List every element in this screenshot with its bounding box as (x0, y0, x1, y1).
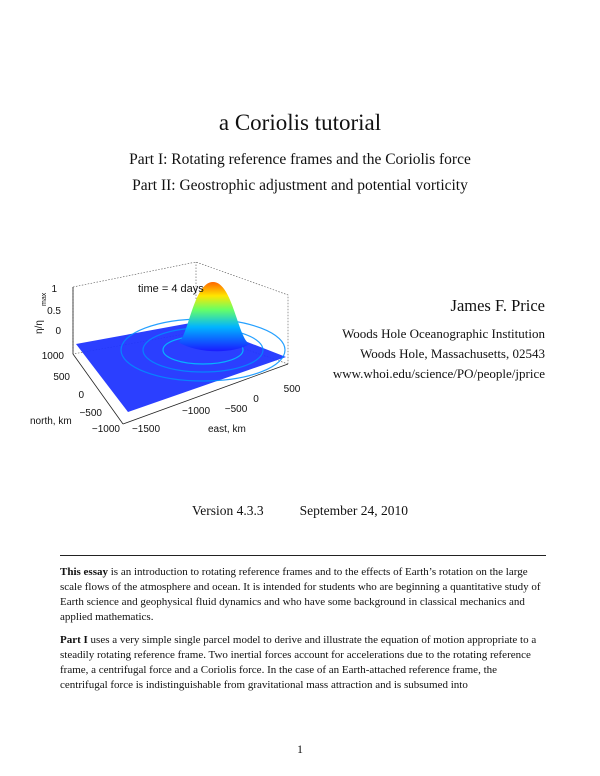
x-tick-label: 0 (253, 394, 259, 405)
y-tick-label: 500 (53, 372, 70, 383)
abstract-section (60, 565, 546, 701)
abstract-text: is an introduction to rotating reference frames and to the effects of Earth’s rotation on the large scale flows of the atmosphere and ocean. It is intended for students who are beginning a quantitative study of Earth science and geophysical fluid dynamics and who have some background in classical mechanics and applied mathematics. (60, 566, 541, 623)
version-date: September 24, 2010 (299, 503, 408, 518)
abstract-lead: Part I (60, 634, 88, 646)
page-number: 1 (297, 742, 303, 756)
z-axis-label: η/η (34, 320, 45, 334)
document-title: a Coriolis tutorial (218, 110, 382, 135)
affiliation-url[interactable]: www.whoi.edu/science/PO/people/jprice (332, 366, 545, 381)
z-axis-label-sub: max (41, 292, 48, 306)
y-tick-label: 0 (78, 390, 84, 401)
y-tick-label: 1000 (41, 351, 64, 362)
version-label: Version 4.3.3 (192, 503, 264, 518)
x-tick-label: 500 (283, 384, 301, 395)
subtitle-part-2: Part II: Geostrophic adjustment and potential vorticity (132, 177, 468, 194)
abstract-text: uses a very simple single parcel model to derive and illustrate the equation of motion appropriate to a steadily rotating reference frame. Two inertial forces account for accelerations due to the rotating reference frame, a centrifugal force and a Coriolis force. In the case of an Earth-attached reference frame, the centrifugal force is indistinguishable from gravitational mass attraction and is subsumed into (60, 634, 537, 691)
affiliation-institution: Woods Hole Oceanographic Institution (342, 326, 545, 341)
time-annotation: time = 4 days (138, 283, 204, 295)
author-block (333, 296, 545, 384)
author-name: James F. Price (450, 296, 545, 315)
abstract-paragraph (60, 633, 546, 693)
abstract-divider (60, 555, 546, 556)
surface-plot-figure (28, 262, 318, 452)
x-tick-label: −1000 (181, 406, 211, 417)
z-tick-label: 0 (55, 326, 61, 337)
abstract-paragraph (60, 565, 546, 625)
y-tick-label: −1000 (91, 424, 120, 435)
x-tick-label: −1500 (131, 424, 161, 435)
abstract-lead: This essay (60, 566, 108, 578)
y-tick-label: −500 (79, 408, 102, 419)
version-line (0, 503, 600, 519)
z-tick-label: 0.5 (47, 306, 61, 317)
z-tick-label: 1 (51, 284, 57, 295)
x-axis-label: east, km (208, 424, 246, 435)
subtitle-part-1: Part I: Rotating reference frames and the Coriolis force (129, 151, 471, 168)
x-tick-label: −500 (224, 404, 248, 415)
y-axis-label: north, km (30, 416, 72, 427)
affiliation-address: Woods Hole, Massachusetts, 02543 (360, 346, 545, 361)
